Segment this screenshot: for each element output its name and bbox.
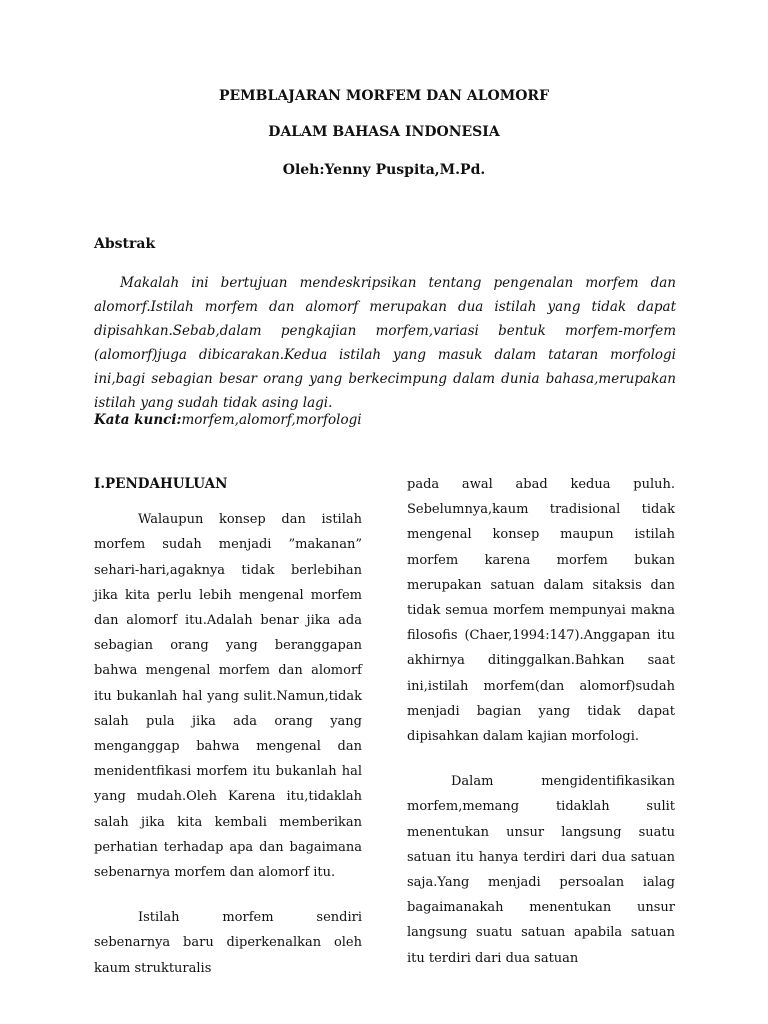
left-column [94, 472, 362, 981]
right-paragraph-1: pada awal abad kedua puluh. Sebelumnya,kaum tradisional tidak mengenal konsep maupun istilah morfem karena morfem bukan merupakan satuan dalam sitaksis dan tidak semua morfem mempunyai makna filosofis (Chaer,1994:147).Anggapan itu akhirnya ditinggalkan.Bahkan saat ini,istilah morfem(dan alomorf)sudah menjadi bagian yang tidak dapat dipisahkan dalam kajian morfologi. [407, 477, 675, 745]
title-line-2: DALAM BAHASA INDONESIA [268, 124, 500, 140]
keywords-value: morfem,alomorf,morfologi [181, 412, 362, 428]
abstract-text: Makalah ini bertujuan mendeskripsikan tentang pengenalan morfem dan alomorf.Istilah morfem dan alomorf merupakan dua istilah yang tidak dapat dipisahkan.Sebab,dalam pengkajian morfem,variasi bentuk morfem-morfem (alomorf)juga dibicarakan.Kedua istilah yang masuk dalam tataran morfologi ini,bagi sebagian besar orang yang berkecimpung dalam dunia bahasa,merupakan istilah yang sudah tidak asing lagi. [94, 275, 676, 411]
title-line-1: PEMBLAJARAN MORFEM DAN ALOMORF [218, 88, 550, 104]
section-heading: I.PENDAHULUAN [94, 476, 228, 492]
keywords-line [94, 412, 362, 428]
right-column [407, 472, 675, 971]
left-paragraph-1: Walaupun konsep dan istilah morfem sudah menjadi ”makanan” sehari-hari,agaknya tidak berlebihan jika kita perlu lebih mengenal morfem dan alomorf itu.Adalah benar jika ada sebagian orang yang beranggapan bahwa mengenal morfem dan alomorf itu bukanlah hal yang sulit.Namun,tidak salah pula jika ada orang yang menganggap bahwa mengenal dan menidentfikasi morfem itu bukanlah hal yang mudah.Oleh Karena itu,tidaklah salah jika kita kembali memberikan perhatian terhadap apa dan bagaimana sebenarnya morfem dan alomorf itu. [94, 512, 362, 881]
author-line: Oleh:Yenny Puspita,M.Pd. [282, 162, 486, 178]
abstract-heading: Abstrak [94, 236, 156, 252]
keywords-label: Kata kunci: [94, 412, 182, 428]
right-paragraph-2: Dalam mengidentifikasikan morfem,memang tidaklah sulit menentukan unsur langsung suatu satuan itu hanya terdiri dari dua satuan saja.Yang menjadi persoalan ialag bagaimanakah menentukan unsur langsung suatu satuan apabila satuan itu terdiri dari dua satuan [407, 774, 675, 966]
left-paragraph-2: Istilah morfem sendiri sebenarnya baru diperkenalkan oleh kaum strukturalis [94, 910, 362, 976]
